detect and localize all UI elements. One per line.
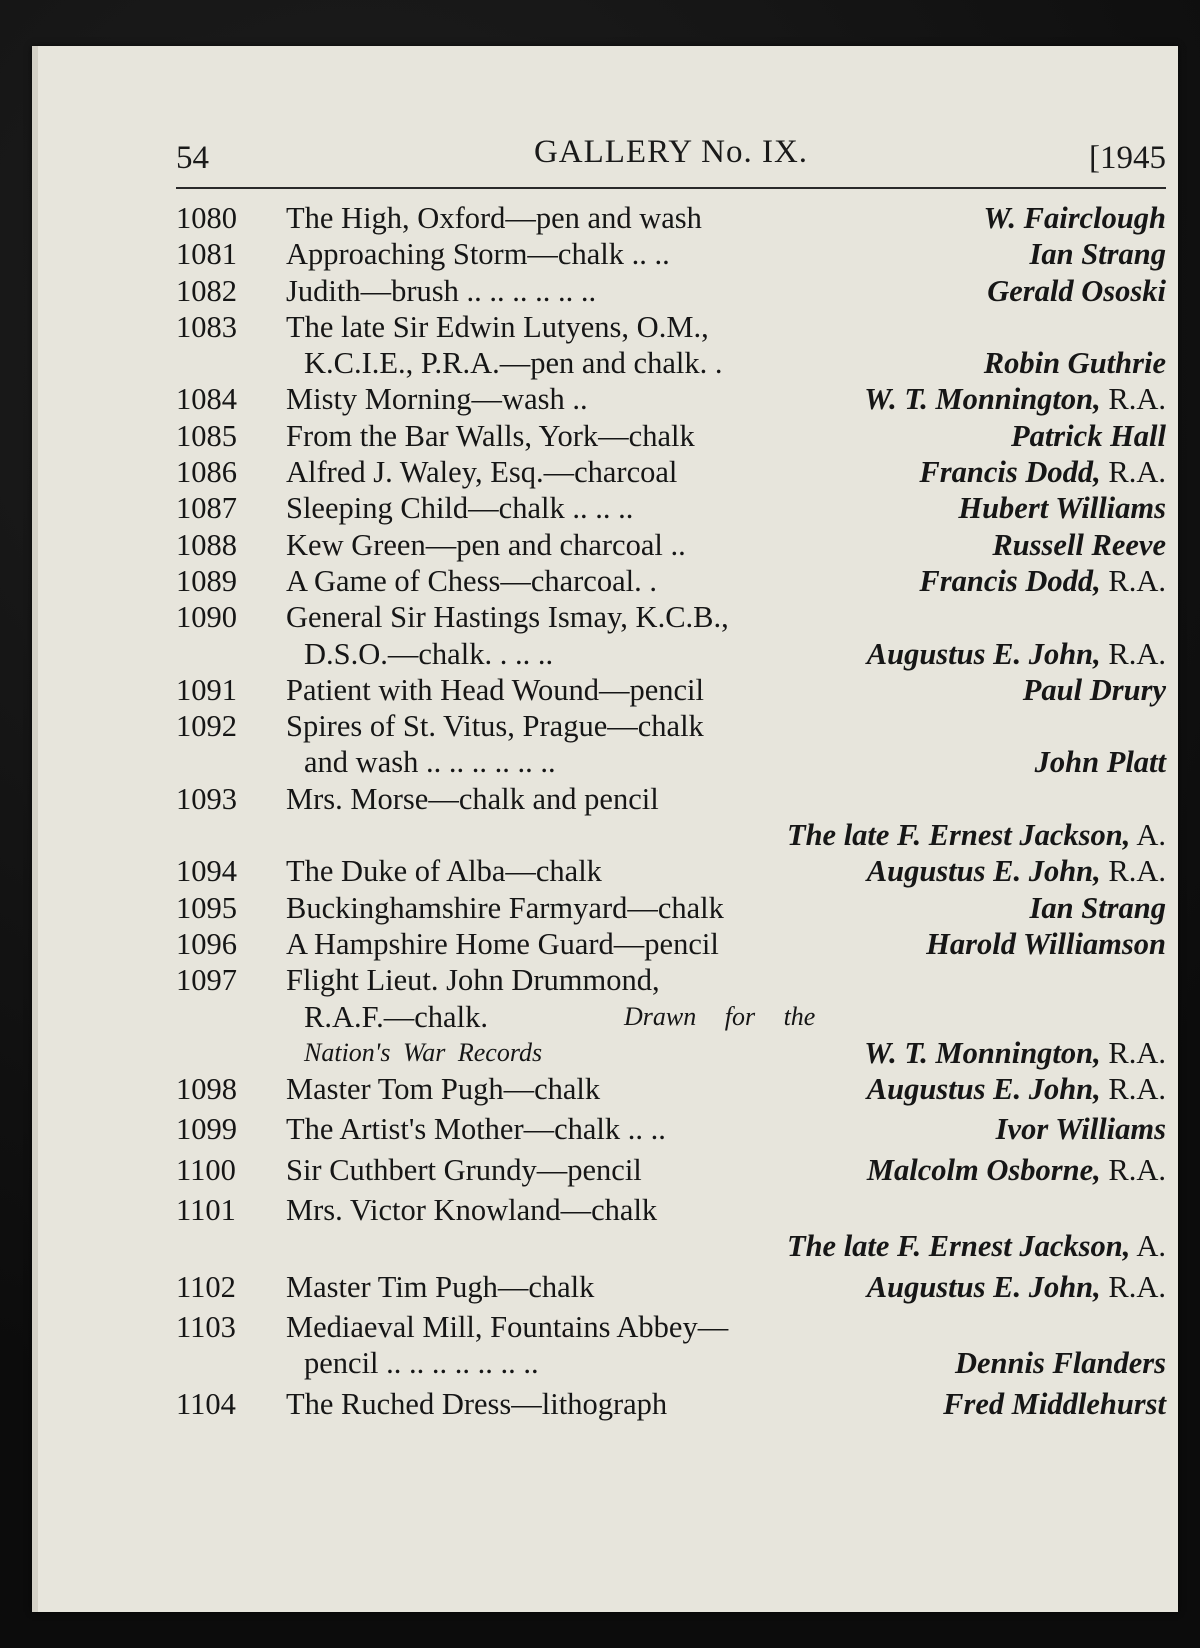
- entry-title: Mediaeval Mill, Fountains Abbey—: [286, 1309, 729, 1344]
- entry-title: Kew Green—pen and charcoal ..: [286, 527, 686, 562]
- entry-honour: A.: [1136, 1229, 1166, 1264]
- entry-number: 1085: [176, 418, 237, 453]
- list-item-continuation: [176, 345, 1166, 381]
- entry-number: 1084: [176, 382, 237, 417]
- list-item: [176, 309, 1166, 345]
- entry-note: Drawn for the: [624, 1001, 816, 1031]
- entry-honour: R.A.: [1108, 563, 1166, 598]
- entry-list: [176, 200, 1166, 1422]
- entry-honour: R.A.: [1108, 1035, 1166, 1070]
- list-item: [176, 527, 1166, 563]
- list-item: [176, 200, 1166, 236]
- entry-artist: Hubert Williams: [958, 491, 1166, 526]
- list-item: [176, 1152, 1166, 1188]
- entry-honour: R.A.: [1108, 854, 1166, 889]
- list-item-continuation: [176, 636, 1166, 672]
- entry-number: 1088: [176, 527, 237, 562]
- entry-honour: R.A.: [1108, 636, 1166, 671]
- entry-number: 1102: [176, 1269, 236, 1304]
- entry-number: 1100: [176, 1152, 236, 1187]
- entry-title: The Artist's Mother—chalk .. ..: [286, 1112, 666, 1147]
- entry-artist: Dennis Flanders: [954, 1346, 1166, 1381]
- header-rule: [176, 187, 1166, 189]
- entry-number: 1092: [176, 709, 237, 744]
- entry-number: 1093: [176, 781, 237, 816]
- list-item: [176, 962, 1166, 998]
- entry-artist: Augustus E. John,: [866, 636, 1101, 671]
- entry-number: 1090: [176, 600, 237, 635]
- list-item-continuation: [176, 999, 1166, 1035]
- entry-artist: Gerald Ososki: [987, 273, 1166, 308]
- entry-number: 1099: [176, 1112, 237, 1147]
- list-item: [176, 1071, 1166, 1107]
- entry-title: Flight Lieut. John Drummond,: [286, 963, 660, 998]
- entry-artist: The late F. Ernest Jackson,: [786, 1229, 1131, 1264]
- entry-number: 1087: [176, 491, 237, 526]
- page-number: 54: [176, 140, 209, 176]
- entry-number: 1104: [176, 1386, 236, 1421]
- entry-title: The High, Oxford—pen and wash: [286, 201, 702, 235]
- list-item: [176, 381, 1166, 417]
- entry-artist: Augustus E. John,: [866, 1072, 1101, 1107]
- entry-title: Master Tim Pugh—chalk: [286, 1269, 595, 1304]
- entry-number: 1098: [176, 1072, 237, 1107]
- entry-title: Judith—brush .. .. .. .. .. ..: [286, 273, 597, 308]
- entry-honour: R.A.: [1108, 382, 1166, 417]
- list-item: [176, 236, 1166, 272]
- list-item: [176, 672, 1166, 708]
- entry-honour: R.A.: [1108, 1152, 1166, 1187]
- entry-honour: R.A.: [1108, 455, 1166, 490]
- entry-number: 1101: [176, 1193, 236, 1228]
- entry-artist: Malcolm Osborne,: [866, 1152, 1101, 1187]
- list-item: [176, 418, 1166, 454]
- entry-title: A Hampshire Home Guard—pencil: [286, 926, 719, 961]
- entry-title: The late Sir Edwin Lutyens, O.M.,: [286, 309, 709, 344]
- entry-title: Alfred J. Waley, Esq.—charcoal: [286, 455, 678, 490]
- entry-number: 1097: [176, 963, 237, 998]
- list-item: [176, 890, 1166, 926]
- entry-artist: Russell Reeve: [992, 527, 1166, 562]
- entry-artist: Francis Dodd,: [919, 563, 1101, 598]
- list-item: [176, 926, 1166, 962]
- list-item: [176, 1192, 1166, 1228]
- entry-title-continued: R.A.F.—chalk.: [304, 999, 488, 1034]
- entry-artist: John Platt: [1034, 745, 1166, 780]
- entry-title: Spires of St. Vitus, Prague—chalk: [286, 709, 704, 744]
- entry-artist: W. T. Monnington,: [864, 382, 1101, 417]
- list-item: [176, 1386, 1166, 1422]
- list-item: [176, 1269, 1166, 1305]
- list-item-continuation: [176, 1345, 1166, 1381]
- entry-note-continued: Nation's War Records: [304, 1037, 543, 1067]
- entry-number: 1080: [176, 201, 237, 235]
- list-item-continuation: [176, 817, 1166, 853]
- entry-title: Sleeping Child—chalk .. .. ..: [286, 491, 634, 526]
- entry-artist: Ivor Williams: [995, 1112, 1166, 1147]
- list-item: [176, 1309, 1166, 1345]
- entry-number: 1083: [176, 309, 237, 344]
- entry-honour: R.A.: [1108, 1072, 1166, 1107]
- entry-title-continued: K.C.I.E., P.R.A.—pen and chalk. .: [304, 346, 723, 381]
- year-marker: [1945: [1089, 140, 1166, 176]
- entry-artist: Ian Strang: [1029, 237, 1166, 272]
- entry-title-continued: pencil .. .. .. .. .. .. ..: [304, 1346, 539, 1381]
- entry-title: Mrs. Morse—chalk and pencil: [286, 781, 659, 816]
- entry-number: 1082: [176, 273, 237, 308]
- entry-artist: Augustus E. John,: [866, 1269, 1101, 1304]
- list-item: [176, 273, 1166, 309]
- entry-number: 1095: [176, 890, 237, 925]
- entry-artist: Ian Strang: [1029, 890, 1166, 925]
- page-header: [176, 134, 1166, 190]
- entry-title: Patient with Head Wound—pencil: [286, 672, 704, 707]
- entry-artist: Robin Guthrie: [983, 346, 1166, 381]
- list-item-continuation: [176, 744, 1166, 780]
- entry-artist: The late F. Ernest Jackson,: [786, 818, 1131, 853]
- entry-artist: Francis Dodd,: [919, 455, 1101, 490]
- entry-artist: Patrick Hall: [1010, 418, 1166, 453]
- page-title: GALLERY No. IX.: [533, 134, 809, 170]
- entry-title: The Duke of Alba—chalk: [286, 854, 602, 889]
- list-item: [176, 563, 1166, 599]
- entry-artist: Fred Middlehurst: [943, 1386, 1166, 1421]
- entry-artist: W. T. Monnington,: [864, 1035, 1101, 1070]
- entry-number: 1081: [176, 237, 237, 272]
- list-item: [176, 1111, 1166, 1147]
- entry-artist: W. Fairclough: [983, 201, 1166, 235]
- entry-title: A Game of Chess—charcoal. .: [286, 563, 657, 598]
- list-item: [176, 454, 1166, 490]
- entry-title: Mrs. Victor Knowland—chalk: [286, 1193, 658, 1228]
- entry-honour: R.A.: [1108, 1269, 1166, 1304]
- entry-artist: Harold Williamson: [926, 926, 1166, 961]
- entry-artist: Augustus E. John,: [866, 854, 1101, 889]
- list-item: [176, 599, 1166, 635]
- entry-title: Approaching Storm—chalk .. ..: [286, 237, 670, 272]
- entry-number: 1103: [176, 1309, 236, 1344]
- list-item: [176, 708, 1166, 744]
- entry-title: Sir Cuthbert Grundy—pencil: [286, 1152, 642, 1187]
- entry-number: 1091: [176, 672, 237, 707]
- entry-artist: Paul Drury: [1022, 672, 1166, 707]
- entry-number: 1086: [176, 455, 237, 490]
- entry-number: 1094: [176, 854, 237, 889]
- list-item: [176, 490, 1166, 526]
- entry-honour: A.: [1136, 818, 1166, 853]
- entry-title: From the Bar Walls, York—chalk: [286, 418, 695, 453]
- entry-title-continued: and wash .. .. .. .. .. ..: [304, 745, 556, 780]
- list-item-continuation: [176, 1228, 1166, 1264]
- list-item: [176, 853, 1166, 889]
- entry-title: Buckinghamshire Farmyard—chalk: [286, 890, 724, 925]
- entry-title: The Ruched Dress—lithograph: [286, 1386, 668, 1421]
- entry-title-continued: D.S.O.—chalk. . .. ..: [304, 636, 554, 671]
- entry-title: Master Tom Pugh—chalk: [286, 1072, 601, 1107]
- entry-number: 1096: [176, 926, 237, 961]
- entry-title: Misty Morning—wash ..: [286, 382, 588, 417]
- list-item-continuation: [176, 1035, 1166, 1071]
- list-item: [176, 781, 1166, 817]
- entry-title: General Sir Hastings Ismay, K.C.B.,: [286, 600, 729, 635]
- entry-number: 1089: [176, 563, 237, 598]
